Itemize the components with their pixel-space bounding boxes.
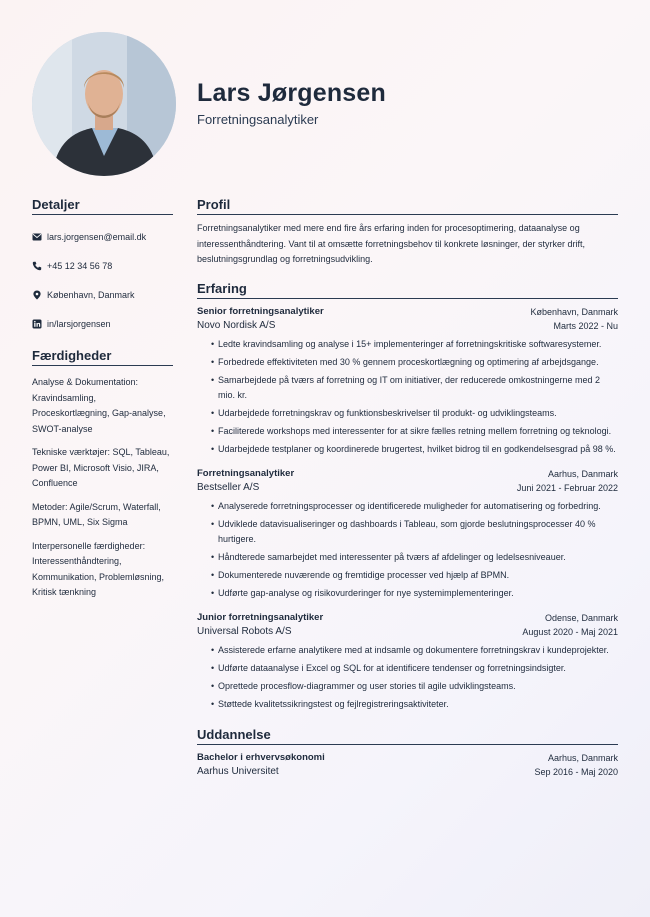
job-bullets: [212, 337, 618, 458]
job-bullet: • Forbedrede effektiviteten med 30 % gennem proceskortlægning og optimering af arbejdsgange.: [212, 355, 618, 371]
job-bullet: • Udviklede datavisualiseringer og dashboards i Tableau, som gjorde beslutningsprocesser 40 % hurtigere.: [212, 517, 618, 548]
mail-icon: [32, 232, 42, 242]
skill-group: Interpersonelle færdigheder: Interessenthåndtering, Kommunikation, Problemløsning, Kritisk tænkning: [32, 540, 165, 597]
education-location: Aarhus, Danmark: [547, 753, 618, 763]
skill-group: Metoder: Agile/Scrum, Waterfall, BPMN, UML, Six Sigma: [32, 501, 161, 527]
job-entry: [197, 305, 618, 458]
education-heading: Uddannelse: [197, 727, 618, 745]
email-text: lars.jorgensen@email.dk: [47, 231, 147, 242]
contact-location: [32, 287, 173, 302]
profile-text: Forretningsanalytiker med mere end fire års erfaring inden for procesoptimering, dataanalyse og interessenthåndtering. Vant til at omsætte forretningsbehov til konkrete løsninger, der styrker drift, beslutningsgrundlag og forretningsudvikling.: [197, 223, 586, 264]
job-bullet: • Analyserede forretningsprocesser og identificerede muligheder for automatisering og forbedring.: [212, 499, 618, 515]
phone-icon: [32, 261, 42, 271]
experience-heading: Erfaring: [197, 281, 618, 299]
location-text: København, Danmark: [47, 289, 135, 300]
job-dates: August 2020 - Maj 2021: [522, 626, 618, 637]
phone-text: +45 12 34 56 78: [47, 260, 113, 271]
candidate-title: Forretningsanalytiker: [197, 112, 319, 127]
school: Aarhus Universitet: [197, 766, 279, 777]
job-bullet: • Udarbejdede testplaner og koordinerede brugertest, hvilket bidrog til en godkendelsesgrad på 98 %.: [212, 442, 618, 458]
job-location: Aarhus, Danmark: [547, 468, 618, 479]
job-title: Senior forretningsanalytiker: [197, 305, 324, 317]
contact-linkedin[interactable]: [32, 316, 173, 331]
job-bullet: • Udarbejdede forretningskrav og funktionsbeskrivelser til produkt- og udviklingsteams.: [212, 406, 618, 422]
right-column: [197, 197, 618, 779]
job-bullet: • Ledte kravindsamling og analyse i 15+ implementeringer af forretningskritiske softwaresystemer.: [212, 337, 618, 353]
job-bullets: [212, 499, 618, 602]
left-column: [32, 197, 173, 601]
job-bullet: • Dokumenterede nuværende og fremtidige processer ved hjælp af BPMN.: [212, 568, 618, 584]
job-bullet: • Samarbejdede på tværs af forretning og IT om initiativer, der reducerede omkostningerne med 2 mio. kr.: [212, 373, 618, 404]
job-company: Novo Nordisk A/S: [197, 319, 276, 331]
job-company: Bestseller A/S: [197, 481, 260, 493]
profile-photo: [32, 32, 176, 176]
degree: Bachelor i erhvervsøkonomi: [197, 752, 325, 763]
job-title: Junior forretningsanalytiker: [197, 611, 324, 623]
job-bullet: • Udførte gap-analyse og risikovurderinger for nye systemimplementeringer.: [212, 586, 618, 602]
skill-group: Tekniske værktøjer: SQL, Tableau, Power BI, Microsoft Visio, JIRA, Confluence: [32, 447, 170, 488]
job-company: Universal Robots A/S: [197, 625, 292, 637]
job-bullet: • Støttede kvalitetssikringstest og fejlregistreringsaktiviteter.: [212, 697, 618, 713]
job-entry: [197, 611, 618, 713]
job-bullet: • Håndterede samarbejdet med interessenter på tværs af afdelinger og ledelsesniveauer.: [212, 550, 618, 566]
contact-phone[interactable]: [32, 258, 173, 273]
job-bullets: [212, 643, 618, 713]
candidate-name: Lars Jørgensen: [197, 79, 386, 107]
job-dates: Juni 2021 - Februar 2022: [516, 482, 618, 493]
job-bullet: • Faciliterede workshops med interessenter for at sikre fælles retning mellem forretning og teknologi.: [212, 424, 618, 440]
job-location: København, Danmark: [530, 306, 618, 317]
job-entry: [197, 467, 618, 602]
job-dates: Marts 2022 - Nu: [553, 320, 618, 331]
profile-heading: Profil: [197, 197, 618, 215]
job-title: Forretningsanalytiker: [197, 467, 295, 479]
linkedin-text: in/larsjorgensen: [47, 318, 111, 329]
education-entry: [197, 751, 618, 779]
education-dates: Sep 2016 - Maj 2020: [534, 767, 618, 777]
job-bullet: • Oprettede procesflow-diagrammer og user stories til agile udviklingsteams.: [212, 679, 618, 695]
details-heading: Detaljer: [32, 197, 173, 215]
linkedin-icon: [32, 319, 42, 329]
skills-heading: Færdigheder: [32, 348, 173, 366]
job-bullet: • Assisterede erfarne analytikere med at indsamle og dokumentere forretningskrav i kundeprojekter.: [212, 643, 618, 659]
job-bullet: • Udførte dataanalyse i Excel og SQL for at identificere tendenser og forretningsindsigter.: [212, 661, 618, 677]
contact-email[interactable]: [32, 229, 173, 244]
job-location: Odense, Danmark: [544, 612, 618, 623]
skill-group: Analyse & Dokumentation: Kravindsamling, Proceskortlægning, Gap-analyse, SWOT-analyse: [32, 377, 166, 434]
location-pin-icon: [32, 290, 42, 300]
